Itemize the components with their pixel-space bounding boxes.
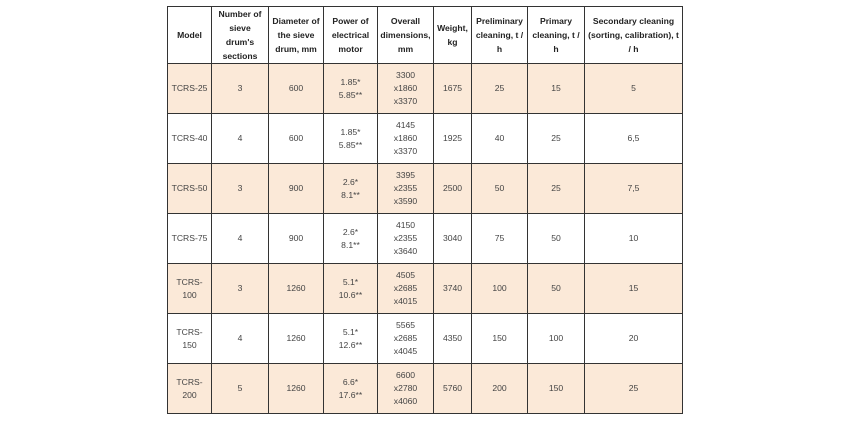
cell-model: TCRS-40 [168, 114, 212, 164]
cell-model: TCRS-25 [168, 64, 212, 114]
cell-sections: 4 [212, 114, 269, 164]
table-header [168, 7, 683, 64]
cell-power-line: 1.85* [340, 126, 361, 137]
cell-dimensions-line: 3300 [395, 70, 416, 80]
cell-dimensions-line: x2685 [393, 283, 418, 293]
cell-power-line: 10.6** [338, 289, 363, 300]
header-row [168, 7, 683, 64]
cell-dimensions-line: 3395 [395, 170, 416, 180]
cell-secondary-cleaning: 7,5 [585, 164, 683, 214]
cell-dimensions-line: x4015 [393, 296, 418, 306]
cell-weight: 5760 [434, 364, 472, 414]
cell-diameter: 900 [269, 164, 324, 214]
table-row [168, 64, 683, 114]
cell-model: TCRS-200 [168, 364, 212, 414]
cell-primary-cleaning: 150 [528, 364, 585, 414]
cell-dimensions-line: x1860 [393, 83, 418, 93]
cell-dimensions [378, 214, 434, 264]
cell-primary-cleaning: 100 [528, 314, 585, 364]
cell-model: TCRS-50 [168, 164, 212, 214]
cell-primary-cleaning: 50 [528, 214, 585, 264]
cell-dimensions-line: x4045 [393, 346, 418, 356]
cell-weight: 4350 [434, 314, 472, 364]
cell-dimensions-line: x3370 [393, 146, 418, 156]
cell-power [324, 264, 378, 314]
cell-dimensions-line: 6600 [395, 370, 416, 380]
cell-power-line: 8.1** [341, 239, 360, 250]
cell-weight: 3040 [434, 214, 472, 264]
cell-preliminary-cleaning: 75 [472, 214, 528, 264]
cell-dimensions-line: 4505 [395, 270, 416, 280]
cell-power [324, 214, 378, 264]
table-row [168, 264, 683, 314]
cell-preliminary-cleaning: 100 [472, 264, 528, 314]
cell-secondary-cleaning: 25 [585, 364, 683, 414]
cell-preliminary-cleaning: 50 [472, 164, 528, 214]
specification-table [167, 6, 683, 414]
header-power: Power of electrical motor [324, 7, 378, 64]
table-body [168, 64, 683, 414]
cell-power [324, 164, 378, 214]
cell-dimensions [378, 314, 434, 364]
cell-secondary-cleaning: 5 [585, 64, 683, 114]
header-weight: Weight, kg [434, 7, 472, 64]
cell-power [324, 64, 378, 114]
cell-model: TCRS-150 [168, 314, 212, 364]
cell-power-line: 5.85** [338, 89, 363, 100]
cell-power [324, 364, 378, 414]
cell-power-line: 17.6** [338, 389, 363, 400]
cell-dimensions-line: x4060 [393, 396, 418, 406]
cell-model: TCRS-100 [168, 264, 212, 314]
cell-secondary-cleaning: 6,5 [585, 114, 683, 164]
cell-power-line: 2.6* [342, 226, 359, 237]
cell-sections: 4 [212, 314, 269, 364]
cell-dimensions [378, 264, 434, 314]
cell-power-line: 6.6* [342, 376, 359, 387]
table-row [168, 164, 683, 214]
header-sections: Number of sieve drum's sections [212, 7, 269, 64]
cell-power-line: 1.85* [340, 76, 361, 87]
header-secondary-cleaning: Secondary cleaning (sorting, calibration), t / h [585, 7, 683, 64]
cell-dimensions [378, 64, 434, 114]
cell-dimensions [378, 164, 434, 214]
cell-power-line: 8.1** [341, 189, 360, 200]
cell-dimensions-line: x2355 [393, 183, 418, 193]
cell-power-line: 5.1* [342, 326, 359, 337]
cell-power-line: 12.6** [338, 339, 363, 350]
cell-preliminary-cleaning: 25 [472, 64, 528, 114]
cell-diameter: 1260 [269, 264, 324, 314]
cell-secondary-cleaning: 15 [585, 264, 683, 314]
cell-dimensions-line: x2685 [393, 333, 418, 343]
cell-diameter: 1260 [269, 364, 324, 414]
header-primary-cleaning: Primary cleaning, t / h [528, 7, 585, 64]
cell-primary-cleaning: 25 [528, 114, 585, 164]
table-row [168, 214, 683, 264]
cell-weight: 1925 [434, 114, 472, 164]
cell-diameter: 1260 [269, 314, 324, 364]
cell-model: TCRS-75 [168, 214, 212, 264]
cell-preliminary-cleaning: 200 [472, 364, 528, 414]
table-row [168, 314, 683, 364]
header-preliminary-cleaning: Preliminary cleaning, t / h [472, 7, 528, 64]
cell-power [324, 314, 378, 364]
cell-dimensions-line: 4145 [395, 120, 416, 130]
header-diameter: Diameter of the sieve drum, mm [269, 7, 324, 64]
cell-sections: 3 [212, 164, 269, 214]
cell-diameter: 600 [269, 64, 324, 114]
cell-dimensions-line: x2355 [393, 233, 418, 243]
cell-sections: 3 [212, 264, 269, 314]
cell-dimensions [378, 364, 434, 414]
cell-power [324, 114, 378, 164]
header-model: Model [168, 7, 212, 64]
table-row [168, 364, 683, 414]
cell-secondary-cleaning: 20 [585, 314, 683, 364]
cell-primary-cleaning: 15 [528, 64, 585, 114]
cell-diameter: 600 [269, 114, 324, 164]
cell-preliminary-cleaning: 40 [472, 114, 528, 164]
header-dimensions: Overall dimensions, mm [378, 7, 434, 64]
cell-dimensions-line: x3590 [393, 196, 418, 206]
cell-sections: 4 [212, 214, 269, 264]
cell-sections: 3 [212, 64, 269, 114]
cell-dimensions-line: x2780 [393, 383, 418, 393]
cell-dimensions-line: x3370 [393, 96, 418, 106]
cell-dimensions-line: x1860 [393, 133, 418, 143]
cell-weight: 2500 [434, 164, 472, 214]
cell-power-line: 2.6* [342, 176, 359, 187]
cell-dimensions [378, 114, 434, 164]
cell-dimensions-line: x3640 [393, 246, 418, 256]
cell-primary-cleaning: 50 [528, 264, 585, 314]
cell-primary-cleaning: 25 [528, 164, 585, 214]
cell-sections: 5 [212, 364, 269, 414]
cell-secondary-cleaning: 10 [585, 214, 683, 264]
cell-weight: 1675 [434, 64, 472, 114]
cell-power-line: 5.85** [338, 139, 363, 150]
cell-dimensions-line: 4150 [395, 220, 416, 230]
cell-weight: 3740 [434, 264, 472, 314]
cell-diameter: 900 [269, 214, 324, 264]
cell-power-line: 5.1* [342, 276, 359, 287]
cell-preliminary-cleaning: 150 [472, 314, 528, 364]
cell-dimensions-line: 5565 [395, 320, 416, 330]
table-row [168, 114, 683, 164]
